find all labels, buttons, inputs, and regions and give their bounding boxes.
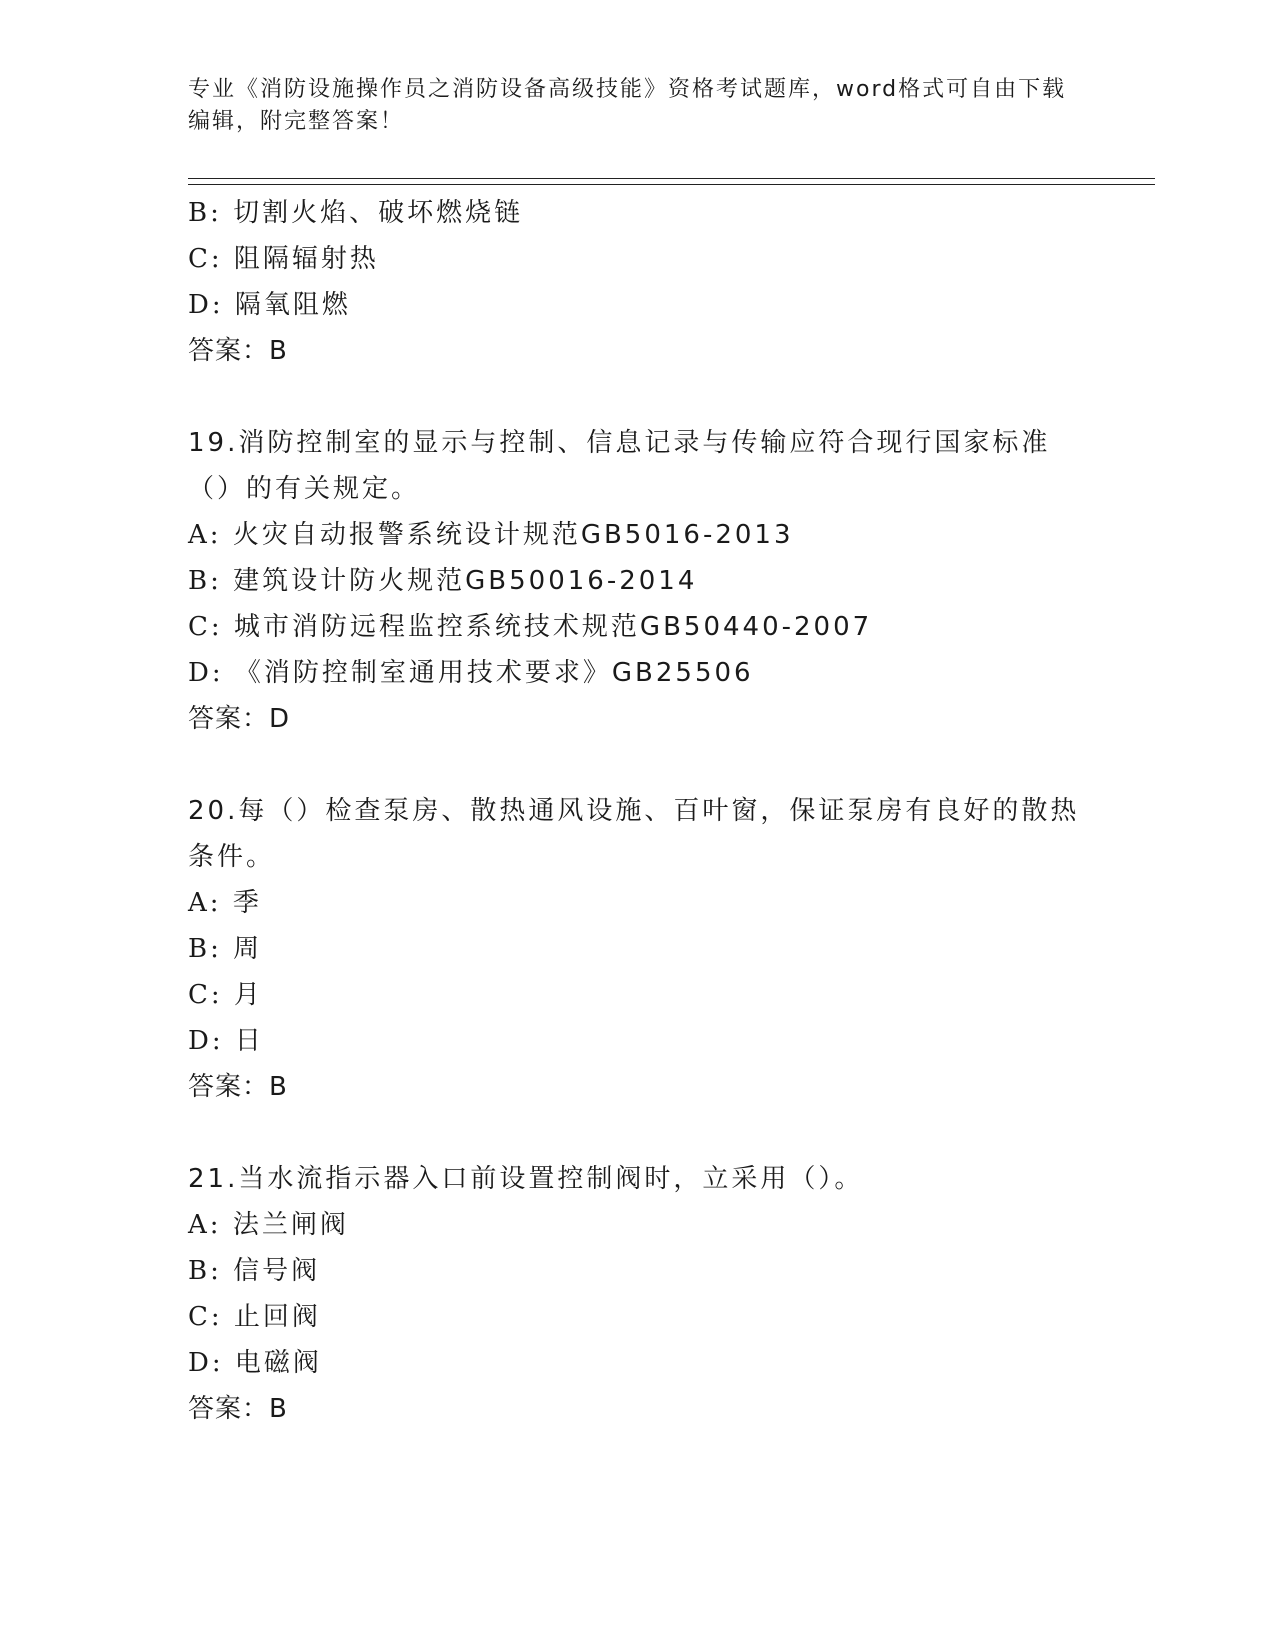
option-letter: B: <box>188 198 222 228</box>
answer-line: 答案：D <box>188 704 291 734</box>
spacer <box>188 374 1088 420</box>
option-text: 《消防控制室通用技术要求》GB25506 <box>234 658 754 688</box>
option-letter: D: <box>188 1348 224 1378</box>
option-b <box>188 926 1088 972</box>
header-rule-bottom <box>188 184 1155 185</box>
option-letter: B: <box>188 1256 222 1286</box>
option-letter: C: <box>188 980 223 1010</box>
answer-line: 答案：B <box>188 1072 288 1102</box>
option-text: 信号阀 <box>233 1256 321 1286</box>
option-a <box>188 1202 1088 1248</box>
answer-line: 答案：B <box>188 1394 288 1424</box>
option-b <box>188 558 1088 604</box>
option-text: 城市消防远程监控系统技术规范GB50440-2007 <box>233 612 873 642</box>
option-letter: C: <box>188 1302 223 1332</box>
option-text: 火灾自动报警系统设计规范GB5016-2013 <box>232 520 794 550</box>
option-letter: D: <box>188 658 224 688</box>
option-text: 法兰闸阀 <box>232 1210 349 1240</box>
option-text: 周 <box>233 934 263 964</box>
option-letter: A: <box>188 1210 222 1240</box>
option-text: 建筑设计防火规范GB50016-2014 <box>233 566 698 596</box>
option-text: 日 <box>234 1026 264 1056</box>
header-rule-top <box>188 178 1155 179</box>
option-c <box>188 972 1088 1018</box>
question-content <box>188 190 1088 1432</box>
option-d <box>188 1340 1088 1386</box>
question-text: 20.每（）检查泵房、散热通风设施、百叶窗，保证泵房有良好的散热条件。 <box>188 796 1080 872</box>
option-text: 切割火焰、破坏燃烧链 <box>233 198 524 228</box>
document-header: 专业《消防设施操作员之消防设备高级技能》资格考试题库，word格式可自由下载编辑，附完整答案！ <box>188 77 1067 134</box>
question-19-block <box>188 420 1088 742</box>
spacer <box>188 1110 1088 1156</box>
option-a <box>188 880 1088 926</box>
option-d <box>188 650 1088 696</box>
question-20-block <box>188 788 1088 1110</box>
option-letter: A: <box>188 520 222 550</box>
option-c <box>188 1294 1088 1340</box>
option-text: 阻隔辐射热 <box>233 244 379 274</box>
option-d <box>188 282 1088 328</box>
option-d <box>188 1018 1088 1064</box>
question-21-block <box>188 1156 1088 1432</box>
option-text: 止回阀 <box>233 1302 321 1332</box>
option-text: 电磁阀 <box>234 1348 322 1378</box>
option-text: 隔氧阻燃 <box>234 290 351 320</box>
option-letter: C: <box>188 244 223 274</box>
option-letter: A: <box>188 888 222 918</box>
option-letter: B: <box>188 934 222 964</box>
option-c <box>188 604 1088 650</box>
question-18-block <box>188 190 1088 374</box>
spacer <box>188 742 1088 788</box>
option-text: 季 <box>232 888 262 918</box>
option-letter: B: <box>188 566 222 596</box>
option-a <box>188 512 1088 558</box>
option-c <box>188 236 1088 282</box>
option-b <box>188 190 1088 236</box>
answer-line: 答案：B <box>188 336 288 366</box>
question-text: 21.当水流指示器入口前设置控制阀时，立采用（）。 <box>188 1164 864 1194</box>
question-text: 19.消防控制室的显示与控制、信息记录与传输应符合现行国家标准（）的有关规定。 <box>188 428 1051 504</box>
option-letter: C: <box>188 612 223 642</box>
option-letter: D: <box>188 1026 224 1056</box>
option-b <box>188 1248 1088 1294</box>
option-text: 月 <box>233 980 263 1010</box>
option-letter: D: <box>188 290 224 320</box>
